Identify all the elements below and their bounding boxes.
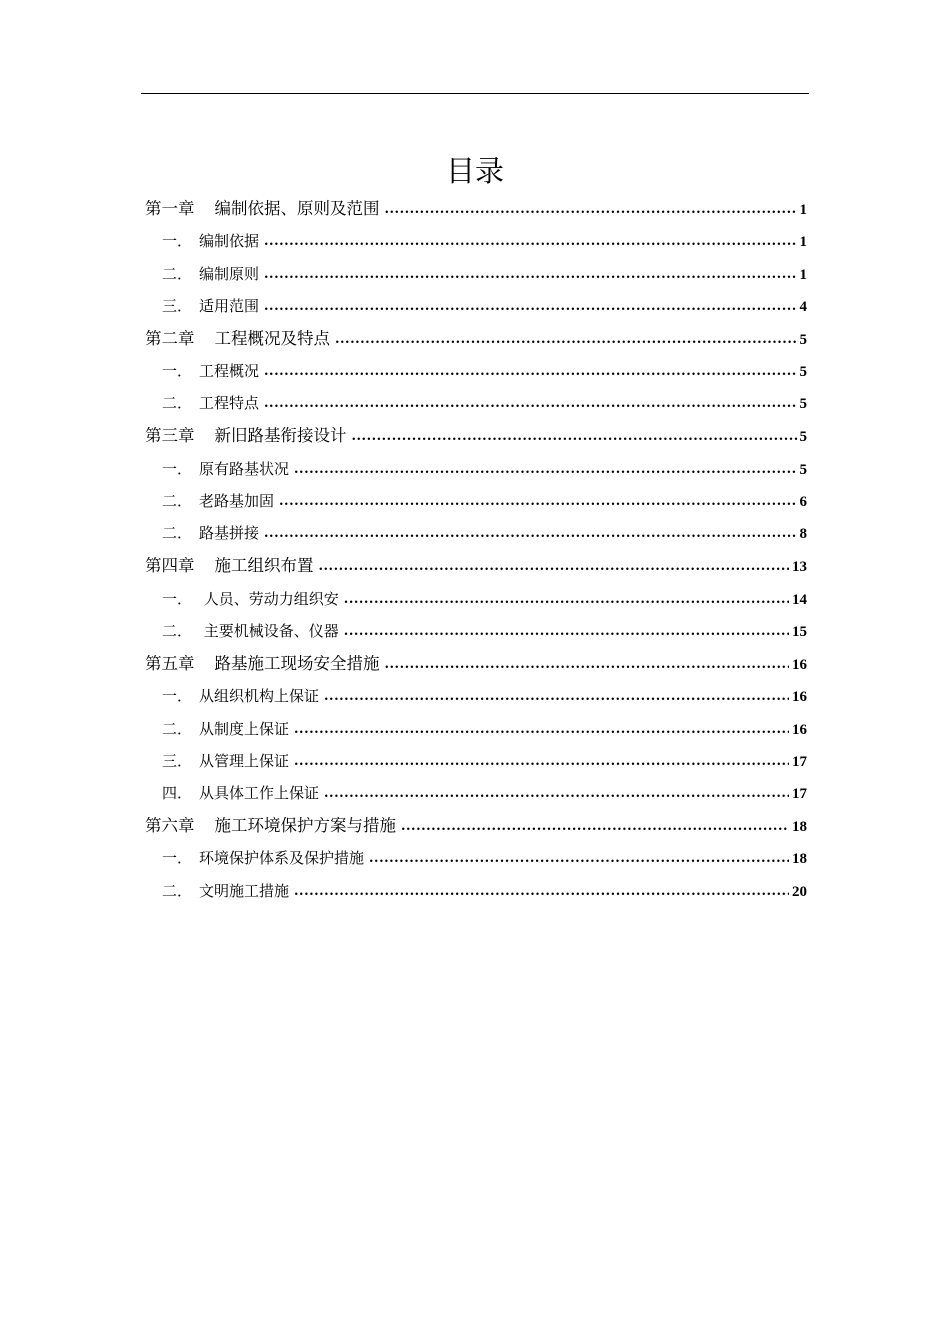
toc-entry-label: 从制度上保证 [199, 719, 290, 738]
toc-entry-number: 第三章 [145, 426, 195, 446]
toc-leader-dots [385, 658, 790, 674]
toc-section-entry[interactable] [145, 836, 807, 868]
toc-entry-number: 二． [162, 394, 193, 413]
toc-entry-number: 二． [162, 524, 193, 543]
toc-chapter-entry[interactable] [145, 641, 807, 674]
toc-entry-label: 主要机械设备、仪器 [199, 621, 339, 640]
toc-entry-label: 新旧路基衔接设计 [214, 426, 347, 446]
toc-leader-dots [324, 690, 789, 706]
toc-section-entry[interactable] [145, 576, 807, 608]
toc-entry-label: 路基拼接 [199, 524, 260, 543]
toc-page-number: 4 [799, 298, 807, 315]
toc-entry-label: 从具体工作上保证 [199, 784, 320, 803]
toc-entry-number: 一． [162, 589, 193, 608]
toc-entry-label: 文明施工措施 [199, 881, 290, 900]
toc-entry-number: 一． [162, 849, 193, 868]
toc-page-number: 1 [799, 202, 807, 218]
toc-section-entry[interactable] [145, 284, 807, 316]
toc-page-number: 14 [792, 591, 807, 608]
toc-entry-label: 施工组织布置 [214, 556, 314, 576]
toc-page-number: 17 [792, 753, 807, 770]
toc-leader-dots [344, 593, 789, 609]
toc-entry-number: 一． [162, 459, 193, 478]
toc-entry-title [145, 847, 364, 868]
toc-entry-title [145, 325, 330, 349]
toc-entry-label: 原有路基状况 [199, 459, 290, 478]
toc-page-number: 1 [799, 234, 807, 251]
toc-leader-dots [335, 333, 797, 349]
toc-entry-label: 施工环境保护方案与措施 [214, 816, 396, 836]
toc-entry-number: 二． [162, 621, 193, 640]
toc-leader-dots [264, 235, 796, 251]
toc-entry-number: 二． [162, 264, 193, 283]
toc-entry-title [145, 230, 259, 251]
toc-leader-dots [401, 820, 789, 836]
toc-entry-title [145, 685, 319, 706]
toc-page-number: 5 [799, 396, 807, 413]
toc-chapter-entry[interactable] [145, 316, 807, 349]
toc-page-number: 20 [792, 883, 807, 900]
toc-section-entry[interactable] [145, 381, 807, 413]
toc-leader-dots [324, 787, 789, 803]
toc-entry-number: 三． [162, 296, 193, 315]
toc-entry-title [145, 588, 339, 609]
toc-page-number: 16 [792, 721, 807, 738]
toc-entry-title [145, 650, 380, 674]
toc-leader-dots [344, 625, 789, 641]
toc-leader-dots [264, 397, 796, 413]
toc-entry-title [145, 422, 347, 446]
toc-page-number: 8 [799, 526, 807, 543]
toc-entry-label: 编制原则 [199, 264, 260, 283]
toc-leader-dots [279, 495, 796, 511]
toc-entry-label: 路基施工现场安全措施 [214, 653, 380, 673]
toc-entry-number: 第五章 [145, 653, 195, 673]
toc-entry-title [145, 360, 259, 381]
toc-entry-title [145, 522, 259, 543]
toc-entry-label: 人员、劳动力组织安 [199, 589, 339, 608]
toc-page-number: 6 [799, 494, 807, 511]
toc-chapter-entry[interactable] [145, 543, 807, 576]
toc-entry-number: 二． [162, 492, 193, 511]
toc-leader-dots [264, 365, 796, 381]
toc-entry-number: 第四章 [145, 556, 195, 576]
toc-leader-dots [369, 852, 789, 868]
toc-entry-number: 二． [162, 719, 193, 738]
toc-entry-label: 工程概况 [199, 362, 260, 381]
toc-section-entry[interactable] [145, 349, 807, 381]
toc-entry-title [145, 392, 259, 413]
toc-page-number: 16 [792, 656, 807, 673]
toc-chapter-entry[interactable] [145, 186, 807, 219]
toc-page-number: 5 [799, 429, 807, 446]
toc-entry-title [145, 195, 380, 219]
toc-entry-number: 二． [162, 881, 193, 900]
toc-page-number: 5 [799, 331, 807, 348]
toc-section-entry[interactable] [145, 706, 807, 738]
toc-leader-dots [294, 723, 789, 739]
toc-page-number: 1 [799, 266, 807, 283]
toc-entry-label: 环境保护体系及保护措施 [199, 849, 365, 868]
toc-section-entry[interactable] [145, 446, 807, 478]
toc-entry-label: 编制依据 [199, 232, 260, 251]
toc-entry-number: 三． [162, 751, 193, 770]
toc-entry-title [145, 620, 339, 641]
toc-entry-number: 一． [162, 232, 193, 251]
toc-chapter-entry[interactable] [145, 803, 807, 836]
toc-entry-title [145, 552, 314, 576]
toc-entry-title [145, 295, 259, 316]
toc-page-number: 18 [792, 819, 807, 836]
toc-leader-dots [264, 300, 796, 316]
toc-section-entry[interactable] [145, 771, 807, 803]
toc-page-number: 15 [792, 623, 807, 640]
toc-page-number: 18 [792, 851, 807, 868]
toc-page-number: 16 [792, 689, 807, 706]
toc-leader-dots [264, 527, 796, 543]
toc-entry-label: 从管理上保证 [199, 751, 290, 770]
toc-section-entry[interactable] [145, 609, 807, 641]
toc-page-number: 13 [792, 559, 807, 576]
toc-entry-label: 编制依据、原则及范围 [214, 199, 380, 218]
toc-entry-number: 第六章 [145, 816, 195, 836]
toc-leader-dots [294, 463, 796, 479]
toc-entry-title [145, 750, 289, 771]
toc-page-number: 5 [799, 364, 807, 381]
toc-entry-label: 工程概况及特点 [214, 328, 330, 348]
toc-entry-title [145, 458, 289, 479]
toc-entry-title [145, 880, 289, 901]
toc-leader-dots [352, 430, 797, 446]
toc-entry-number: 一． [162, 362, 193, 381]
toc-entry-label: 从组织机构上保证 [199, 687, 320, 706]
toc-entry-number: 四． [162, 784, 193, 803]
toc-entry-number: 第二章 [145, 328, 195, 348]
toc-entry-number: 一． [162, 687, 193, 706]
toc-page-number: 17 [792, 786, 807, 803]
toc-leader-dots [264, 268, 796, 284]
toc-leader-dots [319, 560, 790, 576]
toc-entry-label: 工程特点 [199, 394, 260, 413]
toc-entry-title [145, 263, 259, 284]
toc-entry-title [145, 718, 289, 739]
toc-leader-dots [294, 755, 789, 771]
toc-page-number: 5 [799, 461, 807, 478]
toc-section-entry[interactable] [145, 219, 807, 251]
toc-entry-title [145, 782, 319, 803]
toc-section-entry[interactable] [145, 511, 807, 543]
toc-section-entry[interactable] [145, 479, 807, 511]
toc-title: 目录 [445, 154, 504, 189]
toc-section-entry[interactable] [145, 868, 807, 900]
toc-entry-number: 第一章 [145, 199, 195, 218]
toc-entry-label: 适用范围 [199, 296, 260, 315]
toc-leader-dots [385, 203, 797, 219]
toc-chapter-entry[interactable] [145, 413, 807, 446]
toc-entry-title [145, 490, 274, 511]
toc-section-entry[interactable] [145, 251, 807, 283]
toc-section-entry[interactable] [145, 739, 807, 771]
toc-entry-label: 老路基加固 [199, 492, 275, 511]
header-rule [141, 93, 809, 94]
toc-entry-title [145, 812, 396, 836]
toc-leader-dots [294, 885, 789, 901]
table-of-contents [145, 186, 807, 901]
toc-section-entry[interactable] [145, 674, 807, 706]
